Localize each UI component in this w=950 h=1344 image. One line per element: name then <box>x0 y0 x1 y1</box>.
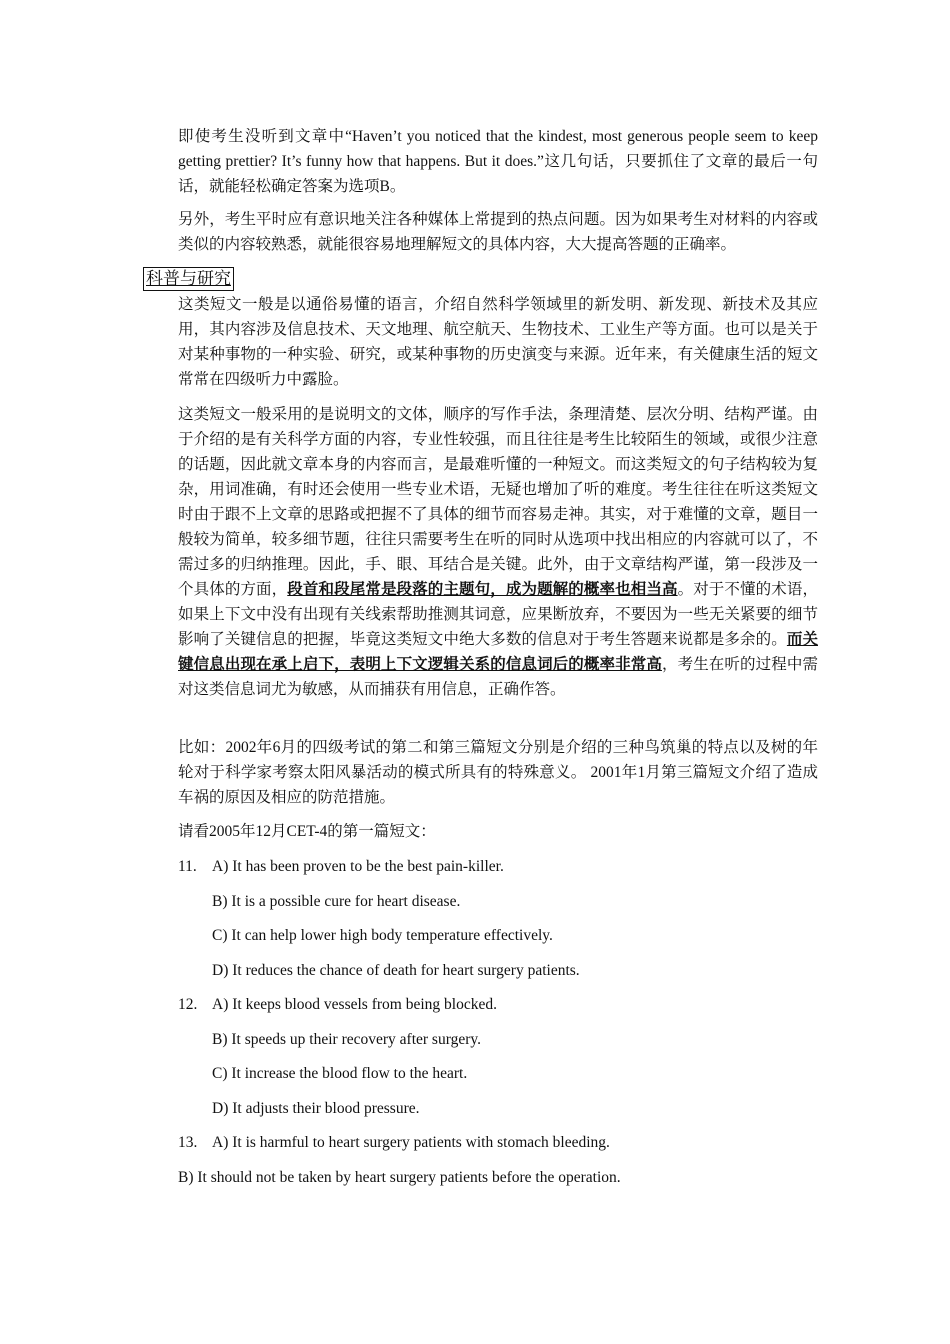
paragraph-science-intro: 这类短文一般是以通俗易懂的语言，介绍自然科学领域里的新发明、新发现、新技术及其应用，其内容涉及信息技术、天文地理、航空航天、生物技术、工业生产等方面。也可以是关于对某种事物的一种实验、研究，或某种事物的历史演变与来源。近年来，有关健康生活的短文常常在四级听力中露脸。 <box>178 296 818 388</box>
question-11-option-b: B) It is a possible cure for heart disease. <box>212 893 461 910</box>
paragraph-science-strategy <box>178 402 818 702</box>
text-segment: ，考生在听的过程中需对这类信息词尤为敏感，从而捕获有用信息，正确作答。 <box>178 656 818 698</box>
option-a: A) It has been proven to be the best pain-killer. <box>212 858 504 875</box>
question-12-option-d: D) It adjusts their blood pressure. <box>212 1100 420 1117</box>
question-12 <box>178 992 818 1017</box>
question-11 <box>178 854 818 879</box>
section-heading-science: 科普与研究 <box>143 267 234 291</box>
paragraph-examples: 比如：2002年6月的四级考试的第二和第三篇短文分别是介绍的三种鸟筑巢的特点以及树的年轮对于科学家考察太阳风暴活动的模式所具有的特殊意义。 2001年1月第三篇短文介绍了造成车祸的原因及相应的防范措施。 <box>178 739 818 806</box>
question-number: 13. <box>178 1134 198 1151</box>
emphasis-signal-words: 而关键信息出现在承上启下，表明上下文逻辑关系的信息词后的概率非常高 <box>178 631 818 673</box>
question-13 <box>178 1130 818 1155</box>
question-11-option-c: C) It can help lower high body temperature effectively. <box>212 927 553 944</box>
question-13-option-b: B) It should not be taken by heart surgery patients before the operation. <box>178 1169 621 1186</box>
question-11-option-d: D) It reduces the chance of death for heart surgery patients. <box>212 962 580 979</box>
option-a: A) It keeps blood vessels from being blocked. <box>212 996 497 1013</box>
question-number: 11. <box>178 858 197 875</box>
paragraph-intro-questions: 请看2005年12月CET-4的第一篇短文： <box>178 823 436 840</box>
text-segment: 。对于不懂的术语，如果上下文中没有出现有关线索帮助推测其词意，应果断放弃，不要因为一些无关紧要的细节影响了关键信息的把握，毕竟这类短文中绝大多数的信息对于考生答题来说都是多余的。 <box>178 581 818 648</box>
option-a: A) It is harmful to heart surgery patients with stomach bleeding. <box>212 1134 610 1151</box>
paragraph-answer-explanation: 即使考生没听到文章中“Haven’t you noticed that the kindest, most generous people seem to keep getting prettier? It’s funny how that happens. But it does.”这几句话，只要抓住了文章的最后一句话，就能轻松确定答案为选项B。 <box>178 128 818 195</box>
paragraph-media-hotspots: 另外，考生平时应有意识地关注各种媒体上常提到的热点问题。因为如果考生对材料的内容或类似的内容较熟悉，就能很容易地理解短文的具体内容，大大提高答题的正确率。 <box>178 211 818 253</box>
emphasis-topic-sentence: 段首和段尾常是段落的主题句，成为题解的概率也相当高 <box>287 581 678 598</box>
text-segment: 这类短文一般采用的是说明文的文体，顺序的写作手法，条理清楚、层次分明、结构严谨。由于介绍的是有关科学方面的内容，专业性较强，而且往往是考生比较陌生的领域，或很少注意的话题，因此就文章本身的内容而言，是最难听懂的一种短文。而这类短文的句子结构较为复杂，用词准确，有时还会使用一些专业术语，无疑也增加了听的难度。考生往往在听这类短文时由于跟不上文章的思路或把握不了具体的细节而容易走神。其实，对于难懂的文章，题目一般较为简单，较多细节题，往往只需要考生在听的同时从选项中找出相应的内容就可以了，不需过多的归纳推理。因此，手、眼、耳结合是关键。此外，由于文章结构严谨，第一段涉及一个具体的方面， <box>178 406 818 598</box>
question-number: 12. <box>178 996 198 1013</box>
question-12-option-b: B) It speeds up their recovery after surgery. <box>212 1031 481 1048</box>
question-12-option-c: C) It increase the blood flow to the heart. <box>212 1065 468 1082</box>
